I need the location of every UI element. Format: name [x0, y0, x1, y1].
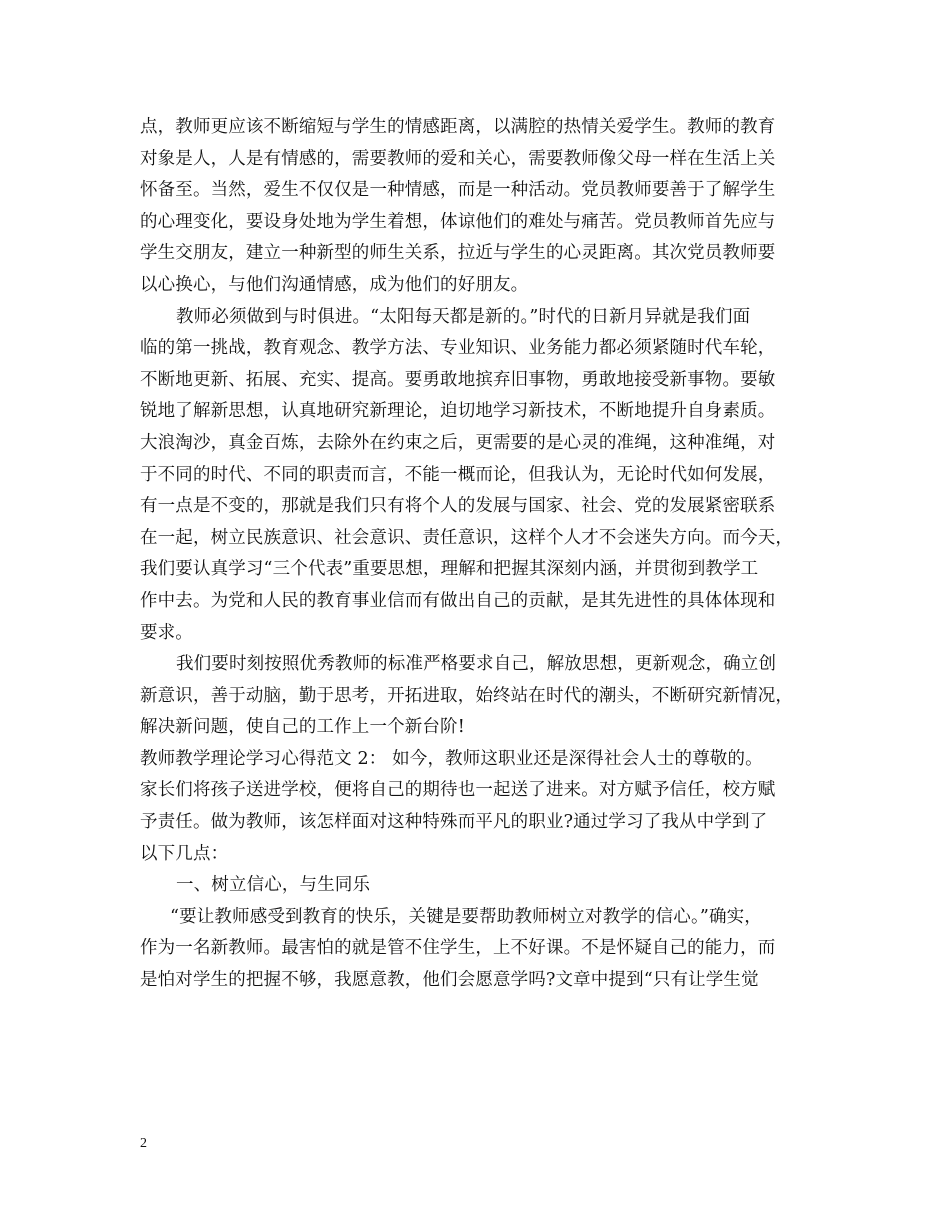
- text-line: 临的第一挑战，教育观念、教学方法、专业知识、业务能力都必须紧随时代车轮，: [140, 338, 776, 359]
- text-line: 锐地了解新思想，认真地研究新理论，迫切地学习新技术，不断地提升自身素质。: [140, 401, 776, 422]
- text-line: 以下几点：: [140, 843, 229, 864]
- subheading: 一、树立信心，与生同乐: [176, 875, 371, 896]
- text-line: 要求。: [140, 622, 193, 643]
- page-number: 2: [140, 1136, 147, 1151]
- text-line: 点，教师更应该不断缩短与学生的情感距离，以满腔的热情关爱学生。教师的教育: [140, 117, 776, 137]
- text-line: 以心换心，与他们沟通情感，成为他们的好朋友。: [140, 274, 529, 295]
- text-line: 的心理变化，要设身处地为学生着想，体谅他们的难处与痛苦。党员教师首先应与: [140, 211, 776, 232]
- text-line: 作为一名新教师。最害怕的就是管不住学生，上不好课。不是怀疑自己的能力，而: [140, 938, 776, 959]
- text-line: 学生交朋友，建立一种新型的师生关系，拉近与学生的心灵距离。其次党员教师要: [140, 243, 776, 264]
- text-line: 于不同的时代、不同的职责而言，不能一概而论，但我认为，无论时代如何发展，: [140, 464, 776, 485]
- text-line: 不断地更新、拓展、充实、提高。要勇敢地摈弃旧事物，勇敢地接受新事物。要敏: [140, 369, 776, 390]
- paragraph-start: 我们要时刻按照优秀教师的标准严格要求自己，解放思想，更新观念，确立创: [176, 654, 777, 675]
- text-line: 怀备至。当然，爱生不仅仅是一种情感，而是一种活动。党员教师要善于了解学生: [140, 180, 776, 201]
- text-line: 作中去。为党和人民的教育事业信而有做出自己的贡献，是其先进性的具体体现和: [140, 590, 776, 611]
- section-heading-line: 教师教学理论学习心得范文 2： 如今，教师这职业还是深得社会人士的尊敬的。: [140, 748, 763, 769]
- text-line: 家长们将孩子送进学校，便将自己的期待也一起送了进来。对方赋予信任，校方赋: [140, 780, 776, 801]
- paragraph-start: “要让教师感受到教育的快乐，关键是要帮助教师树立对教学的信心。”确实，: [170, 906, 762, 927]
- text-line: 新意识，善于动脑，勤于思考，开拓进取，始终站在时代的潮头，不断研究新情况，: [140, 685, 794, 706]
- text-line: 有一点是不变的，那就是我们只有将个人的发展与国家、社会、党的发展紧密联系: [140, 496, 776, 517]
- text-line: 予责任。做为教师，该怎样面对这种特殊而平凡的职业?通过学习了我从中学到了: [140, 812, 768, 833]
- text-line: 是怕对学生的把握不够，我愿意教，他们会愿意学吗?文章中提到“只有让学生觉: [140, 970, 759, 991]
- text-line: 对象是人，人是有情感的，需要教师的爱和关心，需要教师像父母一样在生活上关: [140, 148, 776, 169]
- text-line: 我们要认真学习“三个代表”重要思想，理解和把握其深刻内涵，并贯彻到教学工: [140, 559, 759, 580]
- text-line: 在一起，树立民族意识、社会意识、责任意识，这样个人才不会迷失方向。而今天，: [140, 527, 794, 548]
- document-body: [140, 112, 820, 997]
- text-line: 大浪淘沙，真金百炼，去除外在约束之后，更需要的是心灵的准绳，这种准绳，对: [140, 432, 776, 453]
- text-line: 解决新问题，使自己的工作上一个新台阶!: [140, 717, 465, 738]
- paragraph-start: 教师必须做到与时俱进。“太阳每天都是新的。”时代的日新月异就是我们面: [176, 306, 751, 327]
